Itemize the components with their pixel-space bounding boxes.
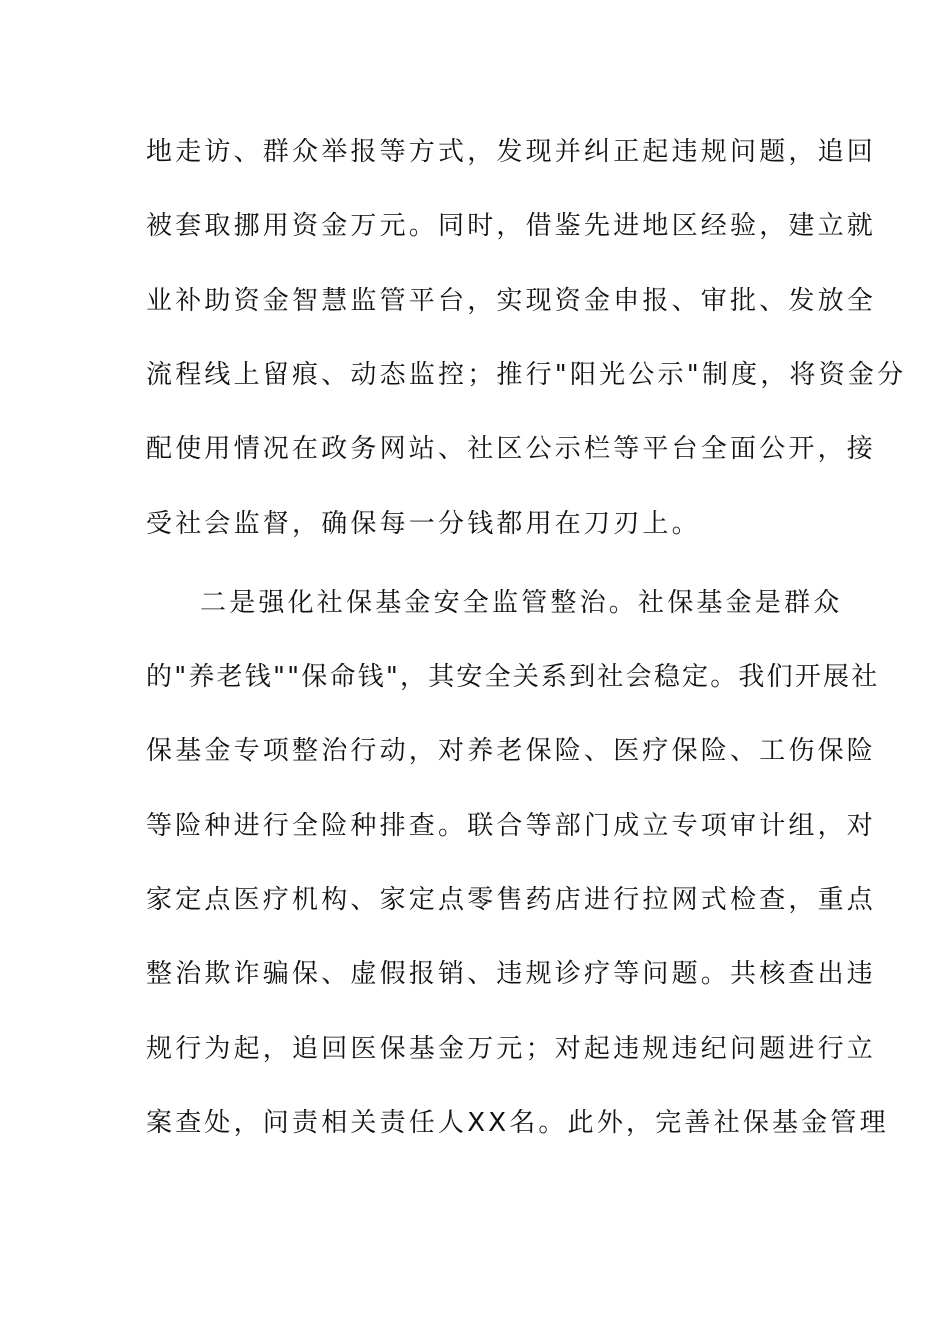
- text-line: 受社会监督，确保每一分钱都用在刀刃上。: [146, 509, 701, 539]
- text-line: 被套取挪用资金万元。同时，借鉴先进地区经验，建立就: [146, 211, 877, 241]
- text-line: 等险种进行全险种排查。联合等部门成立专项审计组，对: [146, 811, 877, 841]
- text-line: 的"养老钱""保命钱"，其安全关系到社会稳定。我们开展社: [146, 662, 880, 692]
- text-line: 配使用情况在政务网站、社区公示栏等平台全面公开，接: [146, 434, 877, 464]
- text-line: 保基金专项整治行动，对养老保险、医疗保险、工伤保险: [146, 736, 877, 766]
- text-line: 案查处，问责相关责任人XX名。此外，完善社保基金管理: [146, 1108, 889, 1138]
- text-line: 流程线上留痕、动态监控；推行"阳光公示"制度，将资金分: [146, 360, 907, 390]
- text-line: 家定点医疗机构、家定点零售药店进行拉网式检查，重点: [146, 885, 877, 915]
- text-line: 地走访、群众举报等方式，发现并纠正起违规问题，追回: [146, 137, 877, 167]
- paragraph-first-line: 二是强化社保基金安全监管整治。社保基金是群众: [200, 588, 843, 618]
- text-line: 业补助资金智慧监管平台，实现资金申报、审批、发放全: [146, 286, 877, 316]
- text-line: 整治欺诈骗保、虚假报销、违规诊疗等问题。共核查出违: [146, 959, 877, 989]
- text-line: 规行为起，追回医保基金万元；对起违规违纪问题进行立: [146, 1034, 877, 1064]
